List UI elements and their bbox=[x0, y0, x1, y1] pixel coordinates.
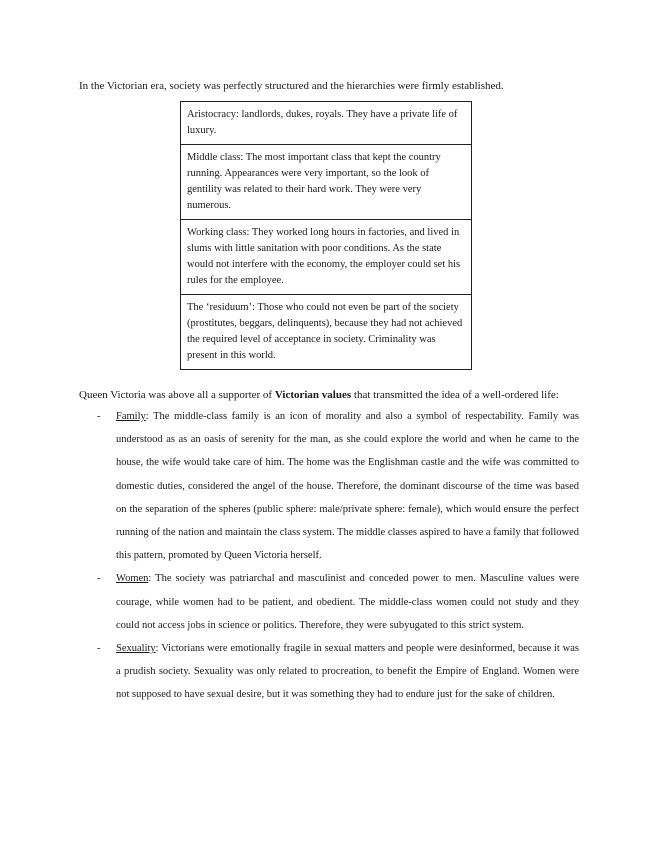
text-women: : The society was patriarchal and masculinist and conceded power to men. Masculine values were courage, while women had to be patient, and obedient. The middle-class women could not study and they could not access jobs in science or politics. Therefore, they were subyugated to this strict system. bbox=[116, 573, 579, 631]
values-intro-after: that transmitted the idea of a well-ordered life: bbox=[351, 389, 559, 401]
values-intro-bold: Victorian values bbox=[274, 389, 352, 401]
social-class-table bbox=[180, 101, 472, 370]
list-item-sexuality bbox=[79, 637, 579, 707]
class-cell-aristocracy: Aristocracy: landlords, dukes, royals. They have a private life of luxury. bbox=[181, 102, 472, 145]
table-row bbox=[181, 220, 472, 295]
table-row bbox=[181, 102, 472, 145]
class-cell-middle-class: Middle class: The most important class that kept the country running. Appearances were very important, so the look of gentility was related to their hard work. They were very numerous. bbox=[181, 145, 472, 220]
class-cell-residuum: The ‘residuum’: Those who could not even be part of the society (prostitutes, beggars, delinquents), because they had not achieved the required level of acceptance in society. Criminality was present in this world. bbox=[181, 295, 472, 370]
intro-paragraph: In the Victorian era, society was perfectly structured and the hierarchies were firmly established. bbox=[79, 80, 504, 92]
term-family: Family bbox=[116, 411, 146, 422]
class-cell-working-class: Working class: They worked long hours in factories, and lived in slums with little sanitation with poor conditions. As the state would not interfere with the economy, the employer could set his rules for the employee. bbox=[181, 220, 472, 295]
bullet-dash: - bbox=[97, 411, 101, 422]
table-row bbox=[181, 295, 472, 370]
term-women: Women bbox=[116, 573, 149, 585]
text-family: : The middle-class family is an icon of morality and also a symbol of respectability. Family was understood as as an oasis of serenity for the man, as she could explore the world and when he came to the house, the wife would take care of him. The home was the Englishman castle and the wife was committed to domestic duties, considered the angel of the house. Therefore, the dominant discourse of the time was based on the separation of the spheres (public sphere: male/private sphere: female), which would ensure the perfect running of the nation and maintain the class system. The middle classes aspired to have a family that followed this pattern, promoted by Queen Victoria herself. bbox=[116, 411, 579, 562]
term-sexuality: Sexuality bbox=[116, 643, 156, 655]
victorian-values-intro bbox=[79, 387, 619, 403]
bullet-dash: - bbox=[97, 573, 101, 585]
values-list bbox=[79, 405, 579, 707]
values-intro-before: Queen Victoria was above all a supporter of bbox=[79, 389, 275, 401]
text-sexuality: : Victorians were emotionally fragile in sexual matters and people were desinformed, because it was a prudish society. Sexuality was only related to procreation, to benefit the Empire of England. Women were not supposed to have sexual desire, but it was something they had to endure just for the sake of children. bbox=[116, 643, 579, 701]
list-item-women bbox=[79, 567, 579, 637]
table-row bbox=[181, 145, 472, 220]
bullet-dash: - bbox=[97, 643, 101, 655]
list-item-family bbox=[79, 405, 579, 567]
